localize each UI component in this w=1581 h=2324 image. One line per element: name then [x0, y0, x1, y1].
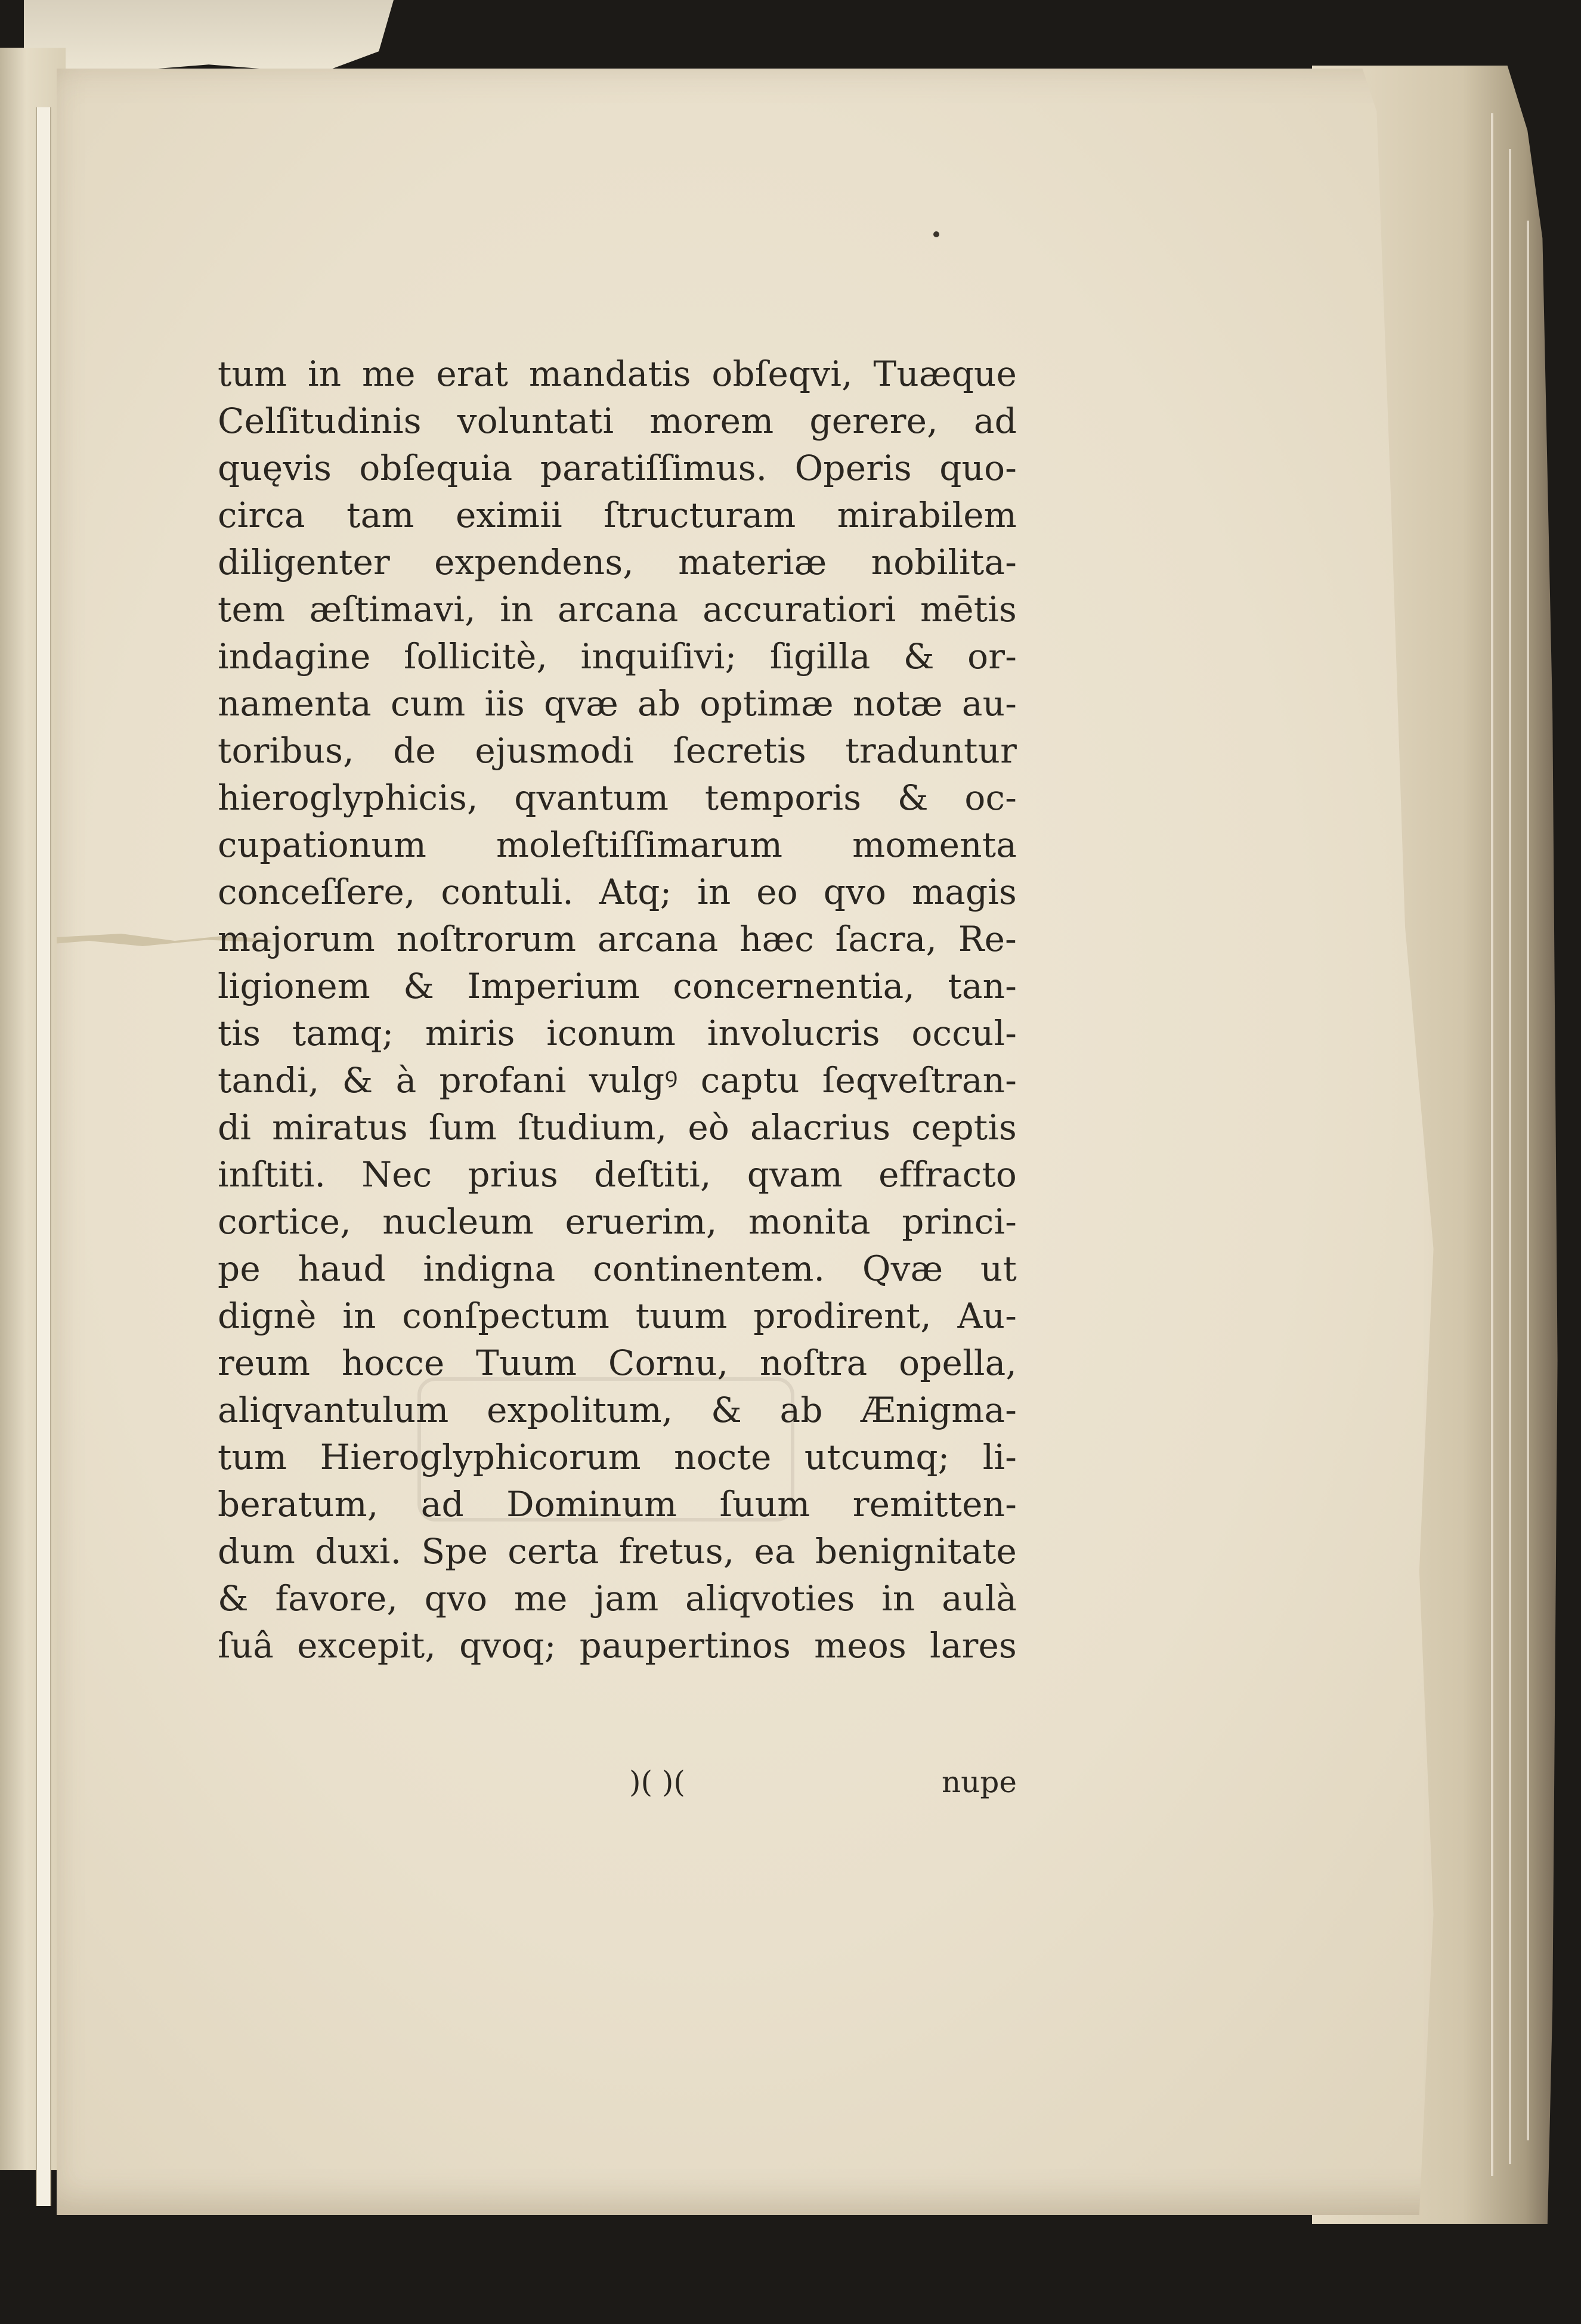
previous-leaf-edge — [0, 48, 66, 2170]
text-line: pe haud indigna continentem. Qvæ ut — [218, 1248, 1017, 1289]
text-line: tum Hieroglyphicorum nocte utcumq; li- — [218, 1437, 1017, 1477]
text-line: dum duxi. Spe certa fretus, ea benignitate — [218, 1531, 1017, 1572]
page-footer — [218, 1765, 1017, 1806]
text-line: dignè in conſpectum tuum prodirent, Au- — [218, 1296, 1017, 1336]
text-line: & favore, qvo me jam aliqvoties in aulà — [218, 1578, 1017, 1619]
text-line: conceſſere, contuli. Atq; in eo qvo magis — [218, 872, 1017, 912]
text-line: cortice, nucleum eruerim, monita princi- — [218, 1201, 1017, 1242]
text-line: hieroglyphicis, qvantum temporis & oc- — [218, 777, 1017, 818]
text-line: namenta cum iis qvæ ab optimæ notæ au- — [218, 683, 1017, 724]
text-line: majorum noſtrorum arcana hæc ſacra, Re- — [218, 919, 1017, 959]
text-line: circa tam eximii ſtructuram mirabilem — [218, 495, 1017, 535]
text-line: quęvis obſequia paratiſſimus. Operis quo- — [218, 448, 1017, 488]
text-line: Celſitudinis voluntati morem gerere, ad — [218, 401, 1017, 441]
gutter-strip — [36, 107, 51, 2206]
text-line: indagine ſollicitè, inquiſivi; ſigilla & or- — [218, 636, 1017, 677]
text-line: tis tamq; miris iconum involucris occul- — [218, 1013, 1017, 1053]
ink-dot — [933, 231, 939, 237]
text-line: diligenter expendens, materiæ nobilita- — [218, 542, 1017, 582]
crumpled-paper-tab — [24, 0, 394, 73]
body-text — [218, 351, 1017, 1669]
text-line: cupationum moleſtiſſimarum momenta — [218, 825, 1017, 865]
text-line: toribus, de ejusmodi ſecretis traduntur — [218, 730, 1017, 771]
text-line: ſuâ excepit, qvoq; paupertinos meos lares — [218, 1625, 1017, 1666]
text-line: aliqvantulum expolitum, & ab Ænigma- — [218, 1390, 1017, 1430]
text-line: ligionem & Imperium concernentia, tan- — [218, 966, 1017, 1006]
text-line: tum in me erat mandatis obſeqvi, Tuæque — [218, 354, 1017, 394]
text-line: inſtiti. Nec prius deſtiti, qvam effracto — [218, 1154, 1017, 1195]
text-line: tandi, & à profani vulgꝰ captu ſeqveſtran- — [218, 1060, 1017, 1101]
text-line: beratum, ad Dominum ſuum remitten- — [218, 1484, 1017, 1524]
text-line: tem æſtimavi, in arcana accuratiori mētis — [218, 589, 1017, 630]
text-line: reum hocce Tuum Cornu, noſtra opella, — [218, 1343, 1017, 1383]
text-line: di miratus ſum ſtudium, eò alacrius ceptis — [218, 1107, 1017, 1148]
signature-mark: )( )( — [629, 1765, 685, 1799]
catchword: nupe — [941, 1765, 1017, 1799]
